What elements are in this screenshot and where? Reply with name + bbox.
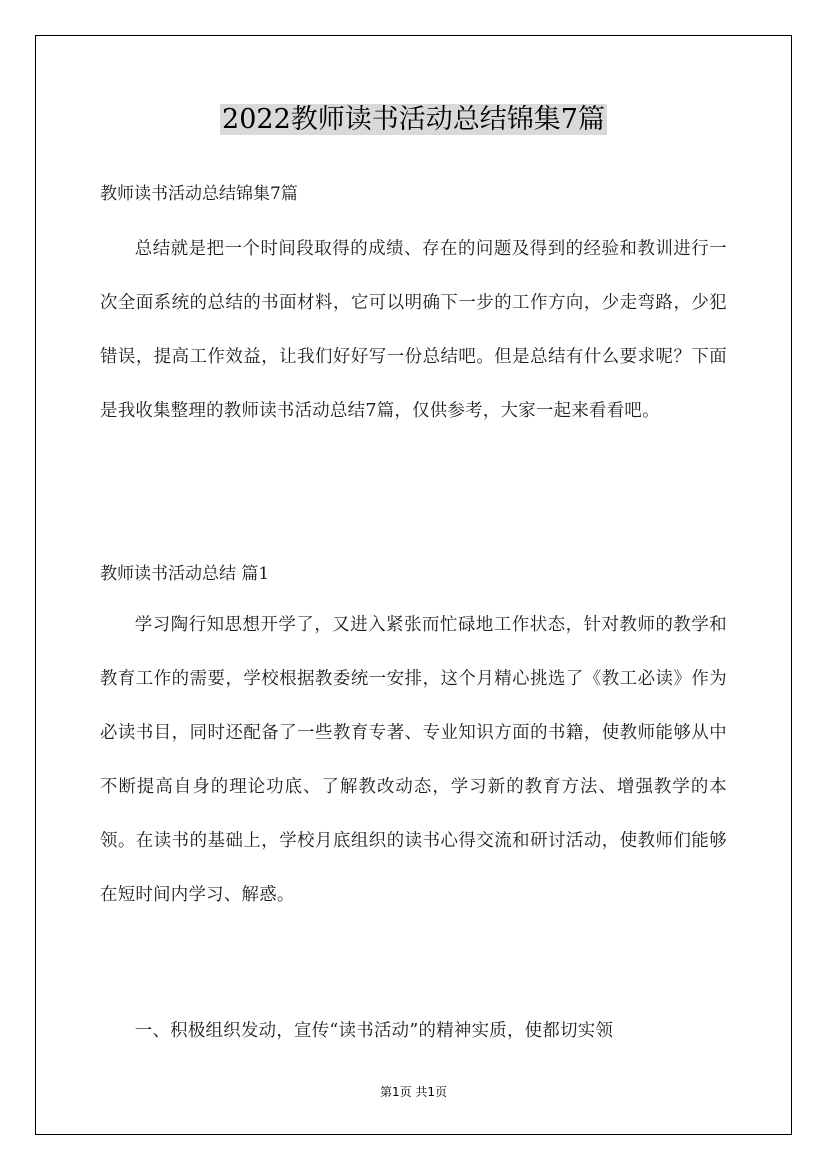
- document-subtitle: 教师读书活动总结锦集7篇: [100, 184, 298, 204]
- document-title: [0, 100, 827, 140]
- section-paragraph-1: 学习陶行知思想开学了，又进入紧张而忙碌地工作状态，针对教师的教学和教育工作的需要，学校根据教委统一安排，这个月精心挑选了《教工必读》作为必读书目，同时还配备了一些教育专著、专业知识方面的书籍，使教师能够从中不断提高自身的理论功底、了解教改动态，学习新的教育方法、增强教学的本领。在读书的基础上，学校月底组织的读书心得交流和研讨活动，使教师们能够在短时间内学习、解惑。: [100, 615, 727, 905]
- section-paragraph-2: 一、积极组织发动，宣传“读书活动”的精神实质，使都切实领: [134, 1021, 614, 1041]
- page-number-label: 第1页 共1页: [379, 1085, 448, 1099]
- document-title-text: 2022教师读书活动总结锦集7篇: [222, 104, 605, 135]
- page-footer: [0, 1083, 827, 1100]
- section-heading: 教师读书活动总结 篇1: [100, 564, 270, 584]
- intro-paragraph: 总结就是把一个时间段取得的成绩、存在的问题及得到的经验和教训进行一次全面系统的总结的书面材料，它可以明确下一步的工作方向，少走弯路，少犯错误，提高工作效益，让我们好好写一份总结吧。但是总结有什么要求呢？下面是我收集整理的教师读书活动总结7篇，仅供参考，大家一起来看看吧。: [100, 239, 727, 421]
